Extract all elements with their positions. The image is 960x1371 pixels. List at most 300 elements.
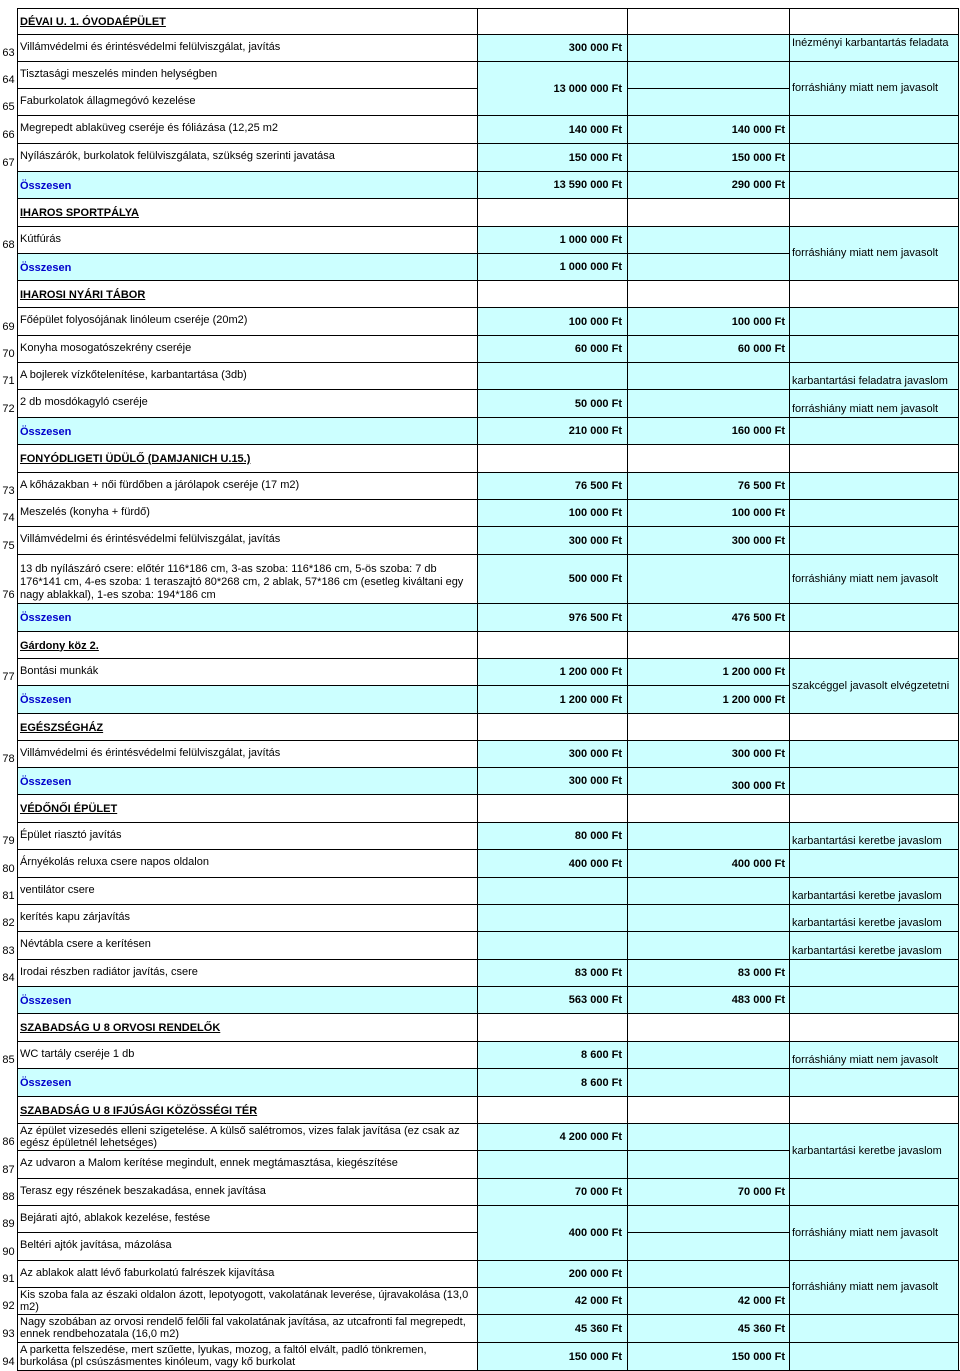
cell-text: Az udvaron a Malom kerítése megindult, ennek megtámasztása, kiegészítése <box>20 1157 398 1169</box>
remark-cell <box>790 499 959 526</box>
total-label <box>17 767 478 794</box>
cell-text: SZABADSÁG U 8 ORVOSI RENDELŐK <box>20 1022 221 1034</box>
approved-cell <box>628 959 790 986</box>
task-description <box>17 1178 478 1205</box>
cost-value: 150 000 Ft <box>568 151 622 164</box>
cell-text: 13 db nyílászáró csere: előtér 116*186 cm, 3-as szoba: 116*186 cm, 5-ös szoba: 7 db 176*141 cm, 4-es szoba: 1 teraszajtó 80*268 cm, 2 ablak, 57*186 cm (esetleg kiváltani egy nagy ablakkal), 1-es szoba: 194*186 cm <box>20 563 464 601</box>
approved-cell <box>628 822 790 849</box>
approved-cell <box>628 1041 790 1068</box>
remark-text: karbantartási keretbe javaslom <box>792 945 942 957</box>
cell-text: Összesen <box>20 425 72 438</box>
row-number: 66 <box>2 129 15 141</box>
row-number: 90 <box>2 1246 15 1258</box>
total-label <box>17 171 478 198</box>
approved-value: 300 000 Ft <box>731 748 785 760</box>
approved-cell <box>628 499 790 526</box>
cost-value: 200 000 Ft <box>568 1268 622 1280</box>
merged-text: forráshiány miatt nem javasolt <box>792 82 939 94</box>
cost-value: 8 600 Ft <box>581 1049 622 1061</box>
row-number: 73 <box>2 485 15 497</box>
cost-value: 400 000 Ft <box>568 857 622 870</box>
total-label <box>17 986 478 1013</box>
approved-cell <box>628 1178 790 1205</box>
cell-text: Az épület vizesedés elleni szigetelése. A külső salétromos, vizes falak javítása (ez csak az egész épületnél lehetséges) <box>20 1125 460 1149</box>
total-label <box>17 603 478 631</box>
approved-cell <box>628 143 790 171</box>
cell-text: kerítés kapu zárjavítás <box>20 911 131 923</box>
remark-cell <box>790 389 959 417</box>
task-description <box>17 658 478 685</box>
row-number: 82 <box>2 917 15 929</box>
approved-cell <box>628 1150 790 1178</box>
cost-cell <box>478 631 628 658</box>
cell-text: IHAROSI NYÁRI TÁBOR <box>20 288 146 301</box>
task-description <box>17 115 478 143</box>
cost-cell <box>478 253 628 280</box>
row-number: 65 <box>2 101 15 113</box>
task-description <box>17 554 478 603</box>
cell-text: FONYÓDLIGETI ÜDÜLŐ (DAMJANICH U.15.) <box>20 453 251 465</box>
task-description <box>17 499 478 526</box>
cell-text: Épület riasztó javítás <box>20 829 122 841</box>
cost-cell <box>478 1096 628 1123</box>
approved-cell <box>628 198 790 226</box>
remark-cell <box>790 307 959 335</box>
approved-cell <box>628 877 790 904</box>
approved-cell <box>628 444 790 472</box>
approved-cell <box>628 554 790 603</box>
cost-cell <box>478 198 628 226</box>
approved-cell <box>628 1068 790 1096</box>
remark-cell <box>790 931 959 959</box>
task-description <box>17 1123 478 1150</box>
remark-cell <box>790 526 959 554</box>
approved-cell <box>628 986 790 1013</box>
approved-value: 483 000 Ft <box>731 994 785 1006</box>
approved-cell <box>628 417 790 444</box>
cell-text: IHAROS SPORTPÁLYA <box>20 207 139 219</box>
cost-cell <box>478 959 628 986</box>
cost-cell <box>478 603 628 631</box>
task-description <box>17 1041 478 1068</box>
cost-cell <box>478 472 628 499</box>
cell-text: Villámvédelmi és érintésvédelmi felülviszgálat, javítás <box>20 41 281 53</box>
task-description <box>17 307 478 335</box>
task-description <box>17 959 478 986</box>
cost-cell <box>478 1068 628 1096</box>
row-number: 87 <box>2 1164 15 1176</box>
remark-cell <box>790 877 959 904</box>
merged-text: forráshiány miatt nem javasolt <box>792 247 939 259</box>
approved-cell <box>628 1287 790 1314</box>
cost-value: 8 600 Ft <box>581 1076 622 1089</box>
cell-text: Terasz egy részének beszakadása, ennek javítása <box>20 1185 266 1197</box>
approved-value: 76 500 Ft <box>737 480 785 492</box>
cost-cell <box>478 1013 628 1041</box>
cost-cell <box>478 904 628 931</box>
cost-cell <box>478 1041 628 1068</box>
approved-cell <box>628 931 790 959</box>
section-header <box>17 8 478 34</box>
cost-cell <box>478 526 628 554</box>
approved-cell <box>628 307 790 335</box>
approved-cell <box>628 226 790 253</box>
remark-cell <box>790 822 959 849</box>
row-number: 93 <box>2 1328 15 1340</box>
remark-text: Inézményi karbantartás feladata <box>792 37 949 49</box>
cell-text: ventilátor csere <box>20 884 95 896</box>
cell-text: Árnyékolás reluxa csere napos oldalon <box>20 856 209 868</box>
approved-cell <box>628 849 790 877</box>
row-number: 68 <box>2 239 15 251</box>
cost-value: 150 000 Ft <box>568 1350 622 1363</box>
approved-cell <box>628 685 790 713</box>
cell-text: Meszelés (konyha + fürdő) <box>20 506 150 518</box>
cost-value: 45 360 Ft <box>574 1322 622 1335</box>
remark-cell <box>790 1178 959 1205</box>
task-description <box>17 226 478 253</box>
remark-cell <box>790 794 959 822</box>
task-description <box>17 526 478 554</box>
merged-remark-cell <box>790 61 959 115</box>
total-label <box>17 685 478 713</box>
row-number: 89 <box>2 1218 15 1230</box>
cell-text: Összesen <box>20 179 72 192</box>
section-header <box>17 1013 478 1041</box>
cost-cell <box>478 34 628 61</box>
approved-cell <box>628 904 790 931</box>
cost-cell <box>478 1178 628 1205</box>
approved-value: 42 000 Ft <box>737 1295 785 1307</box>
row-number: 72 <box>2 403 15 415</box>
cell-text: Összesen <box>20 775 72 788</box>
row-number: 81 <box>2 890 15 902</box>
approved-value: 290 000 Ft <box>731 179 785 191</box>
cell-text: Gárdony köz 2. <box>20 639 99 652</box>
cell-text: Összesen <box>20 612 72 624</box>
section-header <box>17 631 478 658</box>
task-description <box>17 877 478 904</box>
approved-value: 300 000 Ft <box>731 534 785 547</box>
cell-text: Nagy szobában az orvosi rendelő felőli fal vakolatának javítása, az utcafronti fal megrepedt, ennek rendbehozatala (16,0 m2) <box>20 1316 466 1340</box>
cost-cell <box>478 1342 628 1370</box>
cost-value: 500 000 Ft <box>568 573 622 585</box>
cell-text: DÉVAI U. 1. ÓVODAÉPÜLET <box>20 16 166 28</box>
task-description <box>17 88 478 115</box>
approved-cell <box>628 280 790 307</box>
cost-value: 210 000 Ft <box>568 425 622 437</box>
remark-cell <box>790 1041 959 1068</box>
cell-text: Bejárati ajtó, ablakok kezelése, festése <box>20 1212 211 1224</box>
approved-value: 150 000 Ft <box>731 151 785 164</box>
cost-cell <box>478 417 628 444</box>
cost-cell <box>478 115 628 143</box>
approved-value: 300 000 Ft <box>731 780 785 792</box>
cost-value: 76 500 Ft <box>574 480 622 492</box>
merged-remark-cell <box>790 1123 959 1178</box>
row-number: 76 <box>2 589 15 601</box>
approved-value: 83 000 Ft <box>737 967 785 979</box>
approved-cell <box>628 115 790 143</box>
remark-cell <box>790 603 959 631</box>
row-number: 77 <box>2 671 15 683</box>
task-description <box>17 1342 478 1370</box>
approved-cell <box>628 713 790 740</box>
remark-cell <box>790 554 959 603</box>
remark-text: forráshiány miatt nem javasolt <box>792 1054 939 1066</box>
merged-text: 400 000 Ft <box>568 1227 622 1239</box>
row-number: 70 <box>2 348 15 360</box>
cell-text: Villámvédelmi és érintésvédelmi felülviszgálat, javítás <box>20 747 281 759</box>
remark-cell <box>790 1013 959 1041</box>
task-description <box>17 931 478 959</box>
section-header <box>17 444 478 472</box>
cost-value: 300 000 Ft <box>568 42 622 54</box>
cost-cell <box>478 740 628 767</box>
remark-cell <box>790 1314 959 1342</box>
merged-remark-cell <box>790 658 959 713</box>
cost-value: 140 000 Ft <box>568 123 622 136</box>
cell-text: Irodai részben radiátor javítás, csere <box>20 966 198 978</box>
row-number: 80 <box>2 863 15 875</box>
cell-text: Bontási munkák <box>20 665 99 677</box>
approved-cell <box>628 1232 790 1260</box>
cell-text: Tisztasági meszelés minden helységben <box>20 68 218 80</box>
cost-cell <box>478 986 628 1013</box>
approved-value: 1 200 000 Ft <box>722 693 785 706</box>
cell-text: Névtábla csere a kerítésen <box>20 938 151 950</box>
task-description <box>17 1205 478 1232</box>
cost-value: 1 200 000 Ft <box>559 666 622 678</box>
task-description <box>17 822 478 849</box>
cost-cell <box>478 1314 628 1342</box>
approved-cell <box>628 740 790 767</box>
cell-text: Főépület folyosójának linóleum cseréje (20m2) <box>20 314 248 326</box>
approved-value: 400 000 Ft <box>731 857 785 870</box>
remark-cell <box>790 34 959 61</box>
merged-cost-cell <box>478 1123 628 1150</box>
remark-text: karbantartási keretbe javaslom <box>792 835 942 847</box>
approved-cell <box>628 472 790 499</box>
approved-cell <box>628 1314 790 1342</box>
section-header <box>17 198 478 226</box>
approved-value: 100 000 Ft <box>731 507 785 519</box>
remark-cell <box>790 115 959 143</box>
remark-cell <box>790 904 959 931</box>
cell-text: Összesen <box>20 994 72 1007</box>
cell-text: Faburkolatok állagmegóvó kezelése <box>20 95 196 107</box>
cost-cell <box>478 1150 628 1178</box>
cost-cell <box>478 658 628 685</box>
cost-cell <box>478 713 628 740</box>
remark-text: forráshiány miatt nem javasolt <box>792 403 939 415</box>
merged-text: forráshiány miatt nem javasolt <box>792 1226 939 1239</box>
remark-cell <box>790 1068 959 1096</box>
merged-remark-cell <box>790 1260 959 1314</box>
cost-value: 1 000 000 Ft <box>559 261 622 273</box>
task-description <box>17 904 478 931</box>
merged-cost-cell <box>478 61 628 115</box>
task-description <box>17 362 478 389</box>
total-label <box>17 417 478 444</box>
cell-text: EGÉSZSÉGHÁZ <box>20 721 104 734</box>
cost-value: 50 000 Ft <box>574 397 622 410</box>
cell-text: Megrepedt ablaküveg cseréje és fóliázása (12,25 m2 <box>20 122 279 134</box>
remark-cell <box>790 335 959 362</box>
cost-cell <box>478 444 628 472</box>
cost-cell <box>478 931 628 959</box>
cell-text: A kőházakban + női fürdőben a járólapok cseréje (17 m2) <box>20 479 300 491</box>
task-description <box>17 849 478 877</box>
merged-text: forráshiány miatt nem javasolt <box>792 1281 939 1293</box>
row-number: 78 <box>2 753 15 765</box>
section-header <box>17 713 478 740</box>
cell-text: A bojlerek vízkőtelenítése, karbantartása (3db) <box>20 369 247 381</box>
cost-cell <box>478 280 628 307</box>
section-header <box>17 794 478 822</box>
merged-text: karbantartási keretbe javaslom <box>792 1144 942 1157</box>
approved-cell <box>628 1260 790 1287</box>
row-number: 88 <box>2 1191 15 1203</box>
total-label <box>17 253 478 280</box>
cell-text: Villámvédelmi és érintésvédelmi felülviszgálat, javítás <box>20 533 281 545</box>
cell-text: VÉDŐNŐI ÉPÜLET <box>20 803 118 815</box>
remark-cell <box>790 986 959 1013</box>
cell-text: A parketta felszedése, mert szűette, lyukas, mozog, a faltól elvált, padló tönkremen, burkolása (pl csúszásmentes kinóleum, vagy kő burkolat <box>20 1344 427 1368</box>
cost-cell <box>478 8 628 34</box>
cost-cell <box>478 499 628 526</box>
cost-value: 1 000 000 Ft <box>559 234 622 246</box>
approved-value: 150 000 Ft <box>731 1350 785 1363</box>
row-number: 75 <box>2 540 15 552</box>
task-description <box>17 1314 478 1342</box>
cost-cell <box>478 362 628 389</box>
remark-cell <box>790 849 959 877</box>
remark-cell <box>790 444 959 472</box>
cost-cell <box>478 226 628 253</box>
merged-text: szakcéggel javasolt elvégzetetni <box>792 679 950 692</box>
approved-value: 100 000 Ft <box>731 315 785 328</box>
remark-cell <box>790 767 959 794</box>
remark-text: karbantartási keretbe javaslom <box>792 890 942 902</box>
task-description <box>17 740 478 767</box>
remark-cell <box>790 417 959 444</box>
cost-value: 83 000 Ft <box>574 967 622 979</box>
approved-cell <box>628 88 790 115</box>
row-number: 67 <box>2 157 15 169</box>
cost-cell <box>478 767 628 794</box>
approved-value: 1 200 000 Ft <box>722 666 785 678</box>
row-number: 69 <box>2 321 15 333</box>
cost-cell <box>478 685 628 713</box>
task-description <box>17 1150 478 1178</box>
merged-text: 13 000 000 Ft <box>553 82 622 95</box>
approved-cell <box>628 253 790 280</box>
cell-text: 2 db mosdókagyló cseréje <box>20 396 148 408</box>
cost-value: 13 590 000 Ft <box>553 179 622 191</box>
cost-value: 100 000 Ft <box>568 315 622 328</box>
cost-cell <box>478 143 628 171</box>
cost-cell <box>478 877 628 904</box>
cost-value: 300 000 Ft <box>568 748 622 760</box>
cell-text: Összesen <box>20 694 72 706</box>
approved-cell <box>628 526 790 554</box>
approved-cell <box>628 631 790 658</box>
cost-value: 42 000 Ft <box>574 1295 622 1307</box>
cell-text: Az ablakok alatt lévő faburkolatú falrészek kijavítása <box>20 1267 275 1279</box>
approved-cell <box>628 794 790 822</box>
row-number: 63 <box>2 47 15 59</box>
cost-cell <box>478 171 628 198</box>
row-number: 64 <box>2 74 15 86</box>
cost-value: 300 000 Ft <box>568 534 622 547</box>
row-number: 83 <box>2 945 15 957</box>
cell-text: Beltéri ajtók javítása, mázolása <box>20 1239 172 1251</box>
remark-cell <box>790 1096 959 1123</box>
cost-cell <box>478 389 628 417</box>
approved-cell <box>628 1342 790 1370</box>
remark-text: forráshiány miatt nem javasolt <box>792 573 939 585</box>
approved-cell <box>628 335 790 362</box>
total-label <box>17 1068 478 1096</box>
cell-text: Kútfúrás <box>20 233 61 245</box>
row-number: 91 <box>2 1273 15 1285</box>
approved-value: 60 000 Ft <box>737 343 785 355</box>
cost-cell <box>478 1287 628 1314</box>
remark-cell <box>790 198 959 226</box>
cost-cell <box>478 1260 628 1287</box>
approved-cell <box>628 767 790 794</box>
remark-cell <box>790 631 959 658</box>
cell-text: WC tartály cseréje 1 db <box>20 1048 135 1060</box>
cost-value: 60 000 Ft <box>574 343 622 355</box>
remark-cell <box>790 713 959 740</box>
cell-text: Kis szoba fala az északi oldalon ázott, lepotyogott, vakolatának leverése, újravakolása (13,0 m2) <box>20 1289 469 1313</box>
section-header <box>17 1096 478 1123</box>
remark-cell <box>790 143 959 171</box>
approved-cell <box>628 61 790 88</box>
remark-cell <box>790 1342 959 1370</box>
section-header <box>17 280 478 307</box>
remark-text: karbantartási feladatra javaslom <box>792 375 948 387</box>
remark-cell <box>790 959 959 986</box>
cost-cell <box>478 335 628 362</box>
cost-cell <box>478 794 628 822</box>
row-number: 84 <box>2 972 15 984</box>
row-number: 86 <box>2 1136 15 1148</box>
remark-text: karbantartási keretbe javaslom <box>792 917 942 929</box>
row-number: 92 <box>2 1300 15 1312</box>
task-description <box>17 1260 478 1287</box>
remark-cell <box>790 362 959 389</box>
row-number: 71 <box>2 375 15 387</box>
merged-remark-cell <box>790 1205 959 1260</box>
cost-value: 70 000 Ft <box>574 1186 622 1198</box>
cell-text: SZABADSÁG U 8 IFJÚSÁGI KÖZÖSSÉGI TÉR <box>20 1104 258 1117</box>
cost-cell <box>478 554 628 603</box>
task-description <box>17 1287 478 1314</box>
approved-cell <box>628 389 790 417</box>
row-number: 85 <box>2 1054 15 1066</box>
task-description <box>17 61 478 88</box>
row-number: 94 <box>2 1356 15 1368</box>
cost-value: 1 200 000 Ft <box>559 693 622 706</box>
cost-value: 300 000 Ft <box>568 775 622 787</box>
task-description <box>17 389 478 417</box>
row-number: 74 <box>2 512 15 524</box>
cost-value: 80 000 Ft <box>574 830 622 842</box>
remark-cell <box>790 740 959 767</box>
